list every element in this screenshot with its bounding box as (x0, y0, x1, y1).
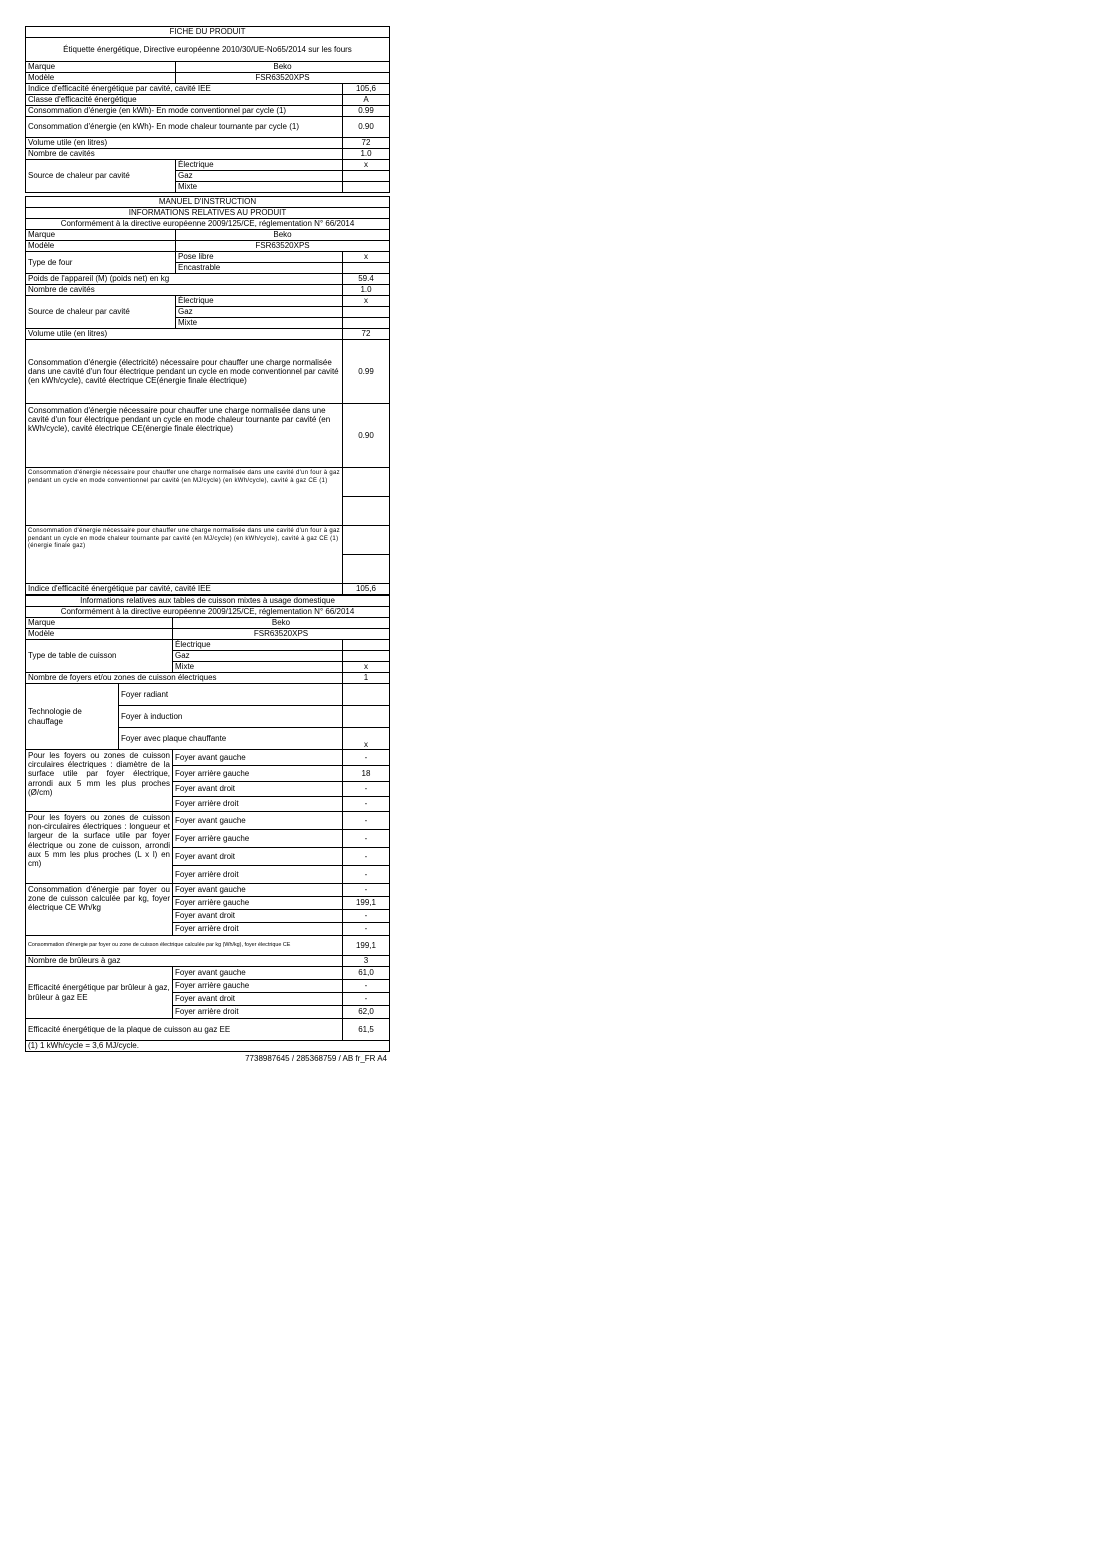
hob-noncirc-item-label: Foyer avant droit (173, 848, 343, 866)
hob-circ-item-label: Foyer avant gauche (173, 750, 343, 766)
hob-circ-item-value: - (343, 782, 390, 797)
hob-burner-item-value: - (343, 993, 390, 1006)
product-sheet (25, 26, 389, 1063)
manual-gas-conv-label: Consommation d'énergie nécessaire pour chauffer une charge normalisée dans une cavité d'un four à gaz pendant un cycle en mode conventionnel par cavité (en MJ/cycle) (en kWh/cycle), cavité à gaz CE (1) (26, 468, 343, 526)
hob-circ-item-value: - (343, 750, 390, 766)
hob-burner-item-label: Foyer avant gauche (173, 967, 343, 980)
fiche-source-item-label: Électrique (176, 160, 343, 171)
hob-tech-item-value (343, 684, 390, 706)
hob-cons-item-value: - (343, 884, 390, 897)
hob-title: Informations relatives aux tables de cuisson mixtes à usage domestique (26, 596, 390, 607)
manual-elec-fan: 0.90 (343, 404, 390, 468)
manual-gas-fan-label: Consommation d'énergie nécessaire pour chauffer une charge normalisée dans une cavité d'un four à gaz pendant un cycle en mode chaleur tournante par cavité (en MJ/cycle) (en kWh/cycle), cavité à gaz CE (1)(énergie finale gaz) (26, 526, 343, 584)
hob-brand-label: Marque (26, 618, 173, 629)
hob-noncirc-item-label: Foyer arrière droit (173, 866, 343, 884)
fiche-brand: Beko (176, 62, 390, 73)
hob-burner-eff-label: Efficacité énergétique par brûleur à gaz, brûleur à gaz EE (26, 967, 173, 1019)
manual-elec-conv-label: Consommation d'énergie (électricité) nécessaire pour chauffer une charge normalisée dans une cavité d'un four électrique pendant un cycle en mode conventionnel par cavité (en kWh/cycle), cavité électrique CE(énergie finale électrique) (26, 340, 343, 404)
manual-subtitle: INFORMATIONS RELATIVES AU PRODUIT (26, 208, 390, 219)
hob-tech-label: Technologie de chauffage (26, 684, 119, 750)
hob-burner-item-label: Foyer arrière droit (173, 1006, 343, 1019)
manual-cavities-label: Nombre de cavités (26, 285, 343, 296)
fiche-class-label: Classe d'efficacité énergétique (26, 95, 343, 106)
fiche-source-item-label: Mixte (176, 182, 343, 193)
hob-circ-item-label: Foyer arrière gauche (173, 766, 343, 782)
manual-type-item-label: Pose libre (176, 252, 343, 263)
hob-cons-item-label: Foyer avant droit (173, 910, 343, 923)
hob-type-item-label: Électrique (173, 640, 343, 651)
manual-elec-conv: 0.99 (343, 340, 390, 404)
fiche-model-label: Modèle (26, 73, 176, 84)
hob-cons-label: Consommation d'énergie par foyer ou zone de cuisson calculée par kg, foyer électrique CE Wh/kg (26, 884, 173, 936)
hob-type-item-value (343, 640, 390, 651)
hob-noncirc-item-label: Foyer avant gauche (173, 812, 343, 830)
hob-type-item-label: Mixte (173, 662, 343, 673)
hob-tech-item-value: x (343, 728, 390, 750)
fiche-table (25, 26, 390, 193)
manual-cavities: 1.0 (343, 285, 390, 296)
hob-model: FSR63520XPS (173, 629, 390, 640)
hob-circ-item-label: Foyer arrière droit (173, 797, 343, 812)
hob-type-item-value (343, 651, 390, 662)
fiche-source-item-label: Gaz (176, 171, 343, 182)
hob-type-item-value: x (343, 662, 390, 673)
fiche-conv: 0.99 (343, 106, 390, 117)
hob-cons-item-value: - (343, 910, 390, 923)
hob-burners-label: Nombre de brûleurs à gaz (26, 956, 343, 967)
fiche-fan-label: Consommation d'énergie (en kWh)- En mode chaleur tournante par cycle (1) (26, 117, 343, 138)
fiche-volume: 72 (343, 138, 390, 149)
manual-brand: Beko (176, 230, 390, 241)
hob-directive: Conformément à la directive européenne 2009/125/CE, réglementation N° 66/2014 (26, 607, 390, 618)
hob-total: 199,1 (343, 936, 390, 956)
hob-cons-item-label: Foyer avant gauche (173, 884, 343, 897)
hob-noncirc-item-value: - (343, 812, 390, 830)
hob-circ-item-label: Foyer avant droit (173, 782, 343, 797)
hob-burner-item-value: 62,0 (343, 1006, 390, 1019)
hob-table (25, 595, 390, 1052)
fiche-iee: 105,6 (343, 84, 390, 95)
manual-iee-label: Indice d'efficacité énergétique par cavité, cavité IEE (26, 584, 343, 595)
manual-type-item-value (343, 263, 390, 274)
fiche-iee-label: Indice d'efficacité énergétique par cavité, cavité IEE (26, 84, 343, 95)
hob-circ-item-value: 18 (343, 766, 390, 782)
manual-source-item-label: Mixte (176, 318, 343, 329)
hob-burner-item-value: 61,0 (343, 967, 390, 980)
hob-circ-item-value: - (343, 797, 390, 812)
hob-cons-item-value: - (343, 923, 390, 936)
fiche-subtitle: Étiquette énergétique, Directive européenne 2010/30/UE-No65/2014 sur les fours (26, 38, 390, 62)
hob-footnote: (1) 1 kWh/cycle = 3,6 MJ/cycle. (26, 1041, 390, 1052)
manual-type-label: Type de four (26, 252, 176, 274)
manual-elec-fan-label: Consommation d'énergie nécessaire pour chauffer une charge normalisée dans une cavité d'un four électrique pendant un cycle en mode chaleur tournante par cavité (en kWh/cycle), cavité électrique CE(énergie finale électrique) (26, 404, 343, 468)
manual-model: FSR63520XPS (176, 241, 390, 252)
hob-burner-item-label: Foyer arrière gauche (173, 980, 343, 993)
hob-burners: 3 (343, 956, 390, 967)
manual-gas-conv-a (343, 468, 390, 497)
fiche-source-item-value: x (343, 160, 390, 171)
fiche-cavities-label: Nombre de cavités (26, 149, 343, 160)
manual-gas-conv-b (343, 497, 390, 526)
hob-noncirc-item-value: - (343, 866, 390, 884)
hob-tech-item-label: Foyer radiant (119, 684, 343, 706)
hob-burner-item-value: - (343, 980, 390, 993)
manual-weight: 59.4 (343, 274, 390, 285)
hob-brand: Beko (173, 618, 390, 629)
hob-total-label: Consommation d'énergie par foyer ou zone de cuisson électrique calculée par kg (Wh/kg), foyer électrique CE (26, 936, 343, 956)
manual-model-label: Modèle (26, 241, 176, 252)
hob-tech-item-value (343, 706, 390, 728)
hob-plate-eff: 61,5 (343, 1019, 390, 1041)
fiche-source-label: Source de chaleur par cavité (26, 160, 176, 193)
hob-circ-label: Pour les foyers ou zones de cuisson circulaires électriques : diamètre de la surface utile par foyer électrique, arrondi aux 5 mm les plus proches (Ø/cm) (26, 750, 173, 812)
manual-weight-label: Poids de l'appareil (M) (poids net) en kg (26, 274, 343, 285)
hob-noncirc-item-value: - (343, 848, 390, 866)
hob-plate-eff-label: Efficacité énergétique de la plaque de cuisson au gaz EE (26, 1019, 343, 1041)
hob-cons-item-value: 199,1 (343, 897, 390, 910)
fiche-conv-label: Consommation d'énergie (en kWh)- En mode conventionnel par cycle (1) (26, 106, 343, 117)
manual-type-item-value: x (343, 252, 390, 263)
hob-tech-item-label: Foyer avec plaque chauffante (119, 728, 343, 750)
fiche-class: A (343, 95, 390, 106)
fiche-model: FSR63520XPS (176, 73, 390, 84)
document-footer: 7738987645 / 285368759 / AB fr_FR A4 (245, 1054, 387, 1063)
fiche-source-item-value (343, 171, 390, 182)
manual-directive: Conformément à la directive européenne 2009/125/CE, réglementation N° 66/2014 (26, 219, 390, 230)
hob-tech-item-label: Foyer à induction (119, 706, 343, 728)
manual-source-item-label: Électrique (176, 296, 343, 307)
hob-noncirc-item-label: Foyer arrière gauche (173, 830, 343, 848)
manual-source-label: Source de chaleur par cavité (26, 296, 176, 329)
manual-volume-label: Volume utile (en litres) (26, 329, 343, 340)
manual-source-item-value (343, 307, 390, 318)
fiche-volume-label: Volume utile (en litres) (26, 138, 343, 149)
manual-brand-label: Marque (26, 230, 176, 241)
manual-volume: 72 (343, 329, 390, 340)
manual-gas-fan-a (343, 526, 390, 555)
manual-source-item-value (343, 318, 390, 329)
manual-source-item-value: x (343, 296, 390, 307)
manual-iee: 105,6 (343, 584, 390, 595)
hob-burner-item-label: Foyer avant droit (173, 993, 343, 1006)
hob-type-item-label: Gaz (173, 651, 343, 662)
hob-noncirc-item-value: - (343, 830, 390, 848)
hob-zones: 1 (343, 673, 390, 684)
hob-cons-item-label: Foyer arrière gauche (173, 897, 343, 910)
fiche-brand-label: Marque (26, 62, 176, 73)
hob-noncirc-label: Pour les foyers ou zones de cuisson non-circulaires électriques : longueur et largeur de la surface utile par foyer électrique ou zone de cuisson, arrondi aux 5 mm les plus proches (L x l) en cm) (26, 812, 173, 884)
manual-source-item-label: Gaz (176, 307, 343, 318)
fiche-source-item-value (343, 182, 390, 193)
manual-type-item-label: Encastrable (176, 263, 343, 274)
manual-title: MANUEL D'INSTRUCTION (26, 197, 390, 208)
hob-type-label: Type de table de cuisson (26, 640, 173, 673)
manual-gas-fan-b (343, 555, 390, 584)
hob-model-label: Modèle (26, 629, 173, 640)
fiche-title: FICHE DU PRODUIT (26, 27, 390, 38)
fiche-fan: 0.90 (343, 117, 390, 138)
manual-table (25, 196, 390, 595)
hob-cons-item-label: Foyer arrière droit (173, 923, 343, 936)
fiche-cavities: 1.0 (343, 149, 390, 160)
hob-zones-label: Nombre de foyers et/ou zones de cuisson électriques (26, 673, 343, 684)
